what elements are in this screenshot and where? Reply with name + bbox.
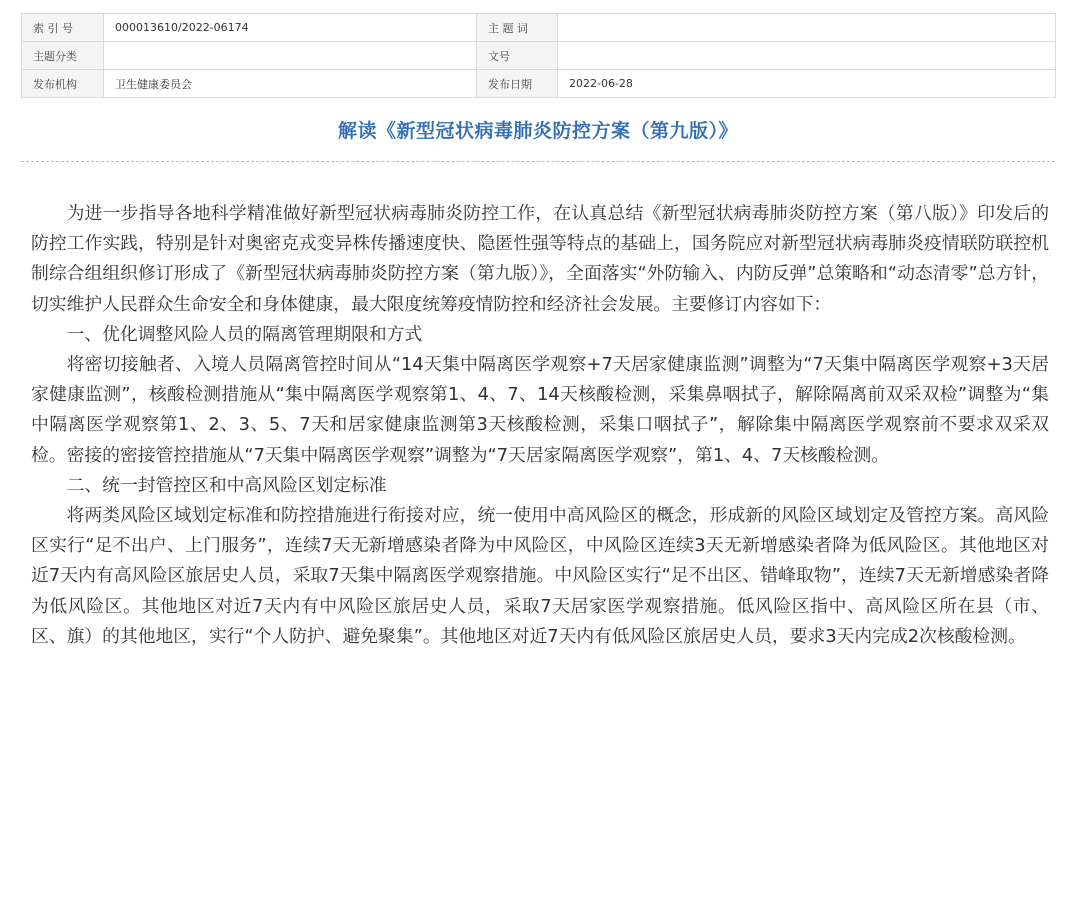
document-metadata-table bbox=[21, 13, 1056, 98]
document-number-value bbox=[558, 42, 1056, 70]
document-number-label: 文号 bbox=[477, 42, 558, 70]
publish-date-value: 2022-06-28 bbox=[558, 70, 1056, 98]
issuer-label: 发布机构 bbox=[22, 70, 104, 98]
category-value bbox=[104, 42, 477, 70]
table-row bbox=[22, 70, 1056, 98]
table-row bbox=[22, 42, 1056, 70]
subject-words-value bbox=[558, 14, 1056, 42]
section-paragraph-2: 将两类风险区域划定标准和防控措施进行衔接对应，统一使用中高风险区的概念，形成新的风险区域划定及管控方案。高风险区实行“足不出户、上门服务”，连续7天无新增感染者降为中风险区，中风险区连续3天无新增感染者降为低风险区。其他地区对近7天内有高风险区旅居史人员，采取7天集中隔离医学观察措施。中风险区实行“足不出区、错峰取物”，连续7天无新增感染者降为低风险区。其他地区对近7天内有中风险区旅居史人员，采取7天居家医学观察措施。低风险区指中、高风险区所在县（市、区、旗）的其他地区，实行“个人防护、避免聚集”。其他地区对近7天内有低风险区旅居史人员，要求3天内完成2次核酸检测。 bbox=[31, 505, 1049, 647]
category-label: 主题分类 bbox=[22, 42, 104, 70]
intro-paragraph: 为进一步指导各地科学精准做好新型冠状病毒肺炎防控工作，在认真总结《新型冠状病毒肺炎防控方案（第八版）》印发后的防控工作实践，特别是针对奥密克戎变异株传播速度快、隐匿性强等特点的基础上，国务院应对新型冠状病毒肺炎疫情联防联控机制综合组组织修订形成了《新型冠状病毒肺炎防控方案（第九版）》，全面落实“外防输入、内防反弹”总策略和“动态清零”总方针，切实维护人民群众生命安全和身体健康，最大限度统筹疫情防控和经济社会发展。主要修订内容如下： bbox=[31, 203, 1049, 315]
publish-date-label: 发布日期 bbox=[477, 70, 558, 98]
section-heading-2: 二、统一封管控区和中高风险区划定标准 bbox=[66, 474, 387, 496]
subject-words-label: 主 题 词 bbox=[477, 14, 558, 42]
table-row bbox=[22, 14, 1056, 42]
section-heading-1: 一、优化调整风险人员的隔离管理期限和方式 bbox=[66, 323, 423, 345]
section-paragraph-1: 将密切接触者、入境人员隔离管控时间从“14天集中隔离医学观察+7天居家健康监测”调整为“7天集中隔离医学观察+3天居家健康监测”，核酸检测措施从“集中隔离医学观察第1、4、7、14天核酸检测，采集鼻咽拭子，解除隔离前双采双检”调整为“集中隔离医学观察第1、2、3、5、7天和居家健康监测第3天核酸检测，采集口咽拭子”，解除集中隔离医学观察前不要求双采双检。密接的密接管控措施从“7天集中隔离医学观察”调整为“7天居家隔离医学观察”，第1、4、7天核酸检测。 bbox=[31, 354, 1049, 466]
index-number-label: 索 引 号 bbox=[22, 14, 104, 42]
article-title: 解读《新型冠状病毒肺炎防控方案（第九版）》 bbox=[337, 120, 738, 142]
issuer-value: 卫生健康委员会 bbox=[104, 70, 477, 98]
article-body bbox=[31, 199, 1049, 652]
title-divider bbox=[21, 161, 1055, 162]
index-number-value: 000013610/2022-06174 bbox=[104, 14, 477, 42]
